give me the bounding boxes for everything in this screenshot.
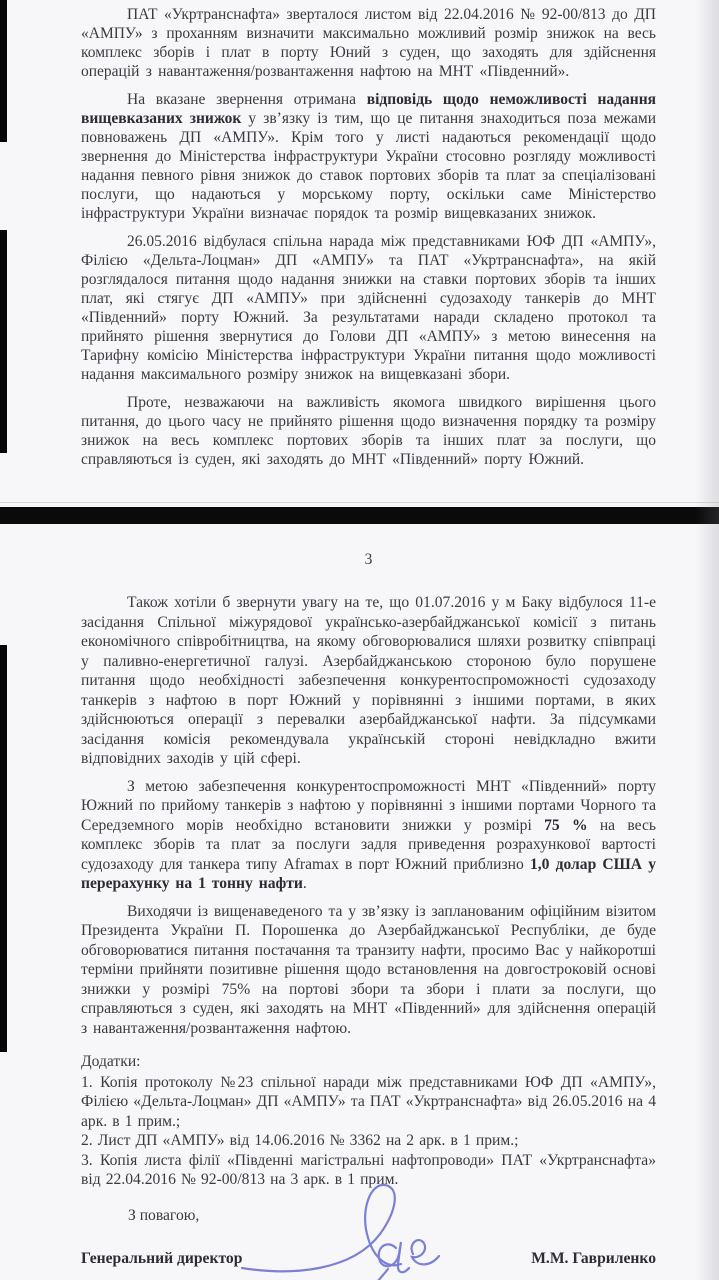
page-bottom-edge-line: [0, 502, 719, 503]
attachments-section: [81, 1052, 656, 1190]
letter-page-3: [0, 524, 719, 1280]
scan-edge-artifact: [0, 230, 7, 453]
letter-page-previous: [0, 0, 719, 503]
page-3-text: [81, 593, 656, 1038]
scan-right-shadow: [695, 0, 719, 1280]
paragraph: З метою забезпечення конкурентоспроможності МНТ «Південний» порту Южний по прийому танкерів з нафтою у порівнянні з іншими портами Чорного та Середземного морів необхідно встановити знижки у розмірі 75 % на весь комплекс зборів та плат за послуги задля приведення розрахункової вартості судозаходу для танкера типу Aframax в порт Южний приблизно 1,0 долар США у перерахунку на 1 тонну нафти.: [81, 777, 656, 892]
attachments-label: Додатки:: [81, 1053, 141, 1070]
paragraph: Виходячи із вищенаведеного та у зв’язку із запланованим офіційним візитом Президента України П. Порошенка до Азербайджанської Республіки, де буде обговорюватися питання постачання та транзиту нафти, просимо Вас у найкоротші терміни прийняти позитивне рішення щодо встановлення на довгостроковій основі знижки у розмірі 75% на портові збори та збори і плати за послуги, що справляються з суден, які заходять на МНТ «Південний» для здійснення операцій з навантаження/розвантаження нафтою.: [81, 902, 656, 1037]
scan-edge-artifact: [0, 0, 7, 142]
closing-salutation: З повагою,: [128, 1206, 200, 1224]
paragraph: 26.05.2016 відбулася спільна нарада між представниками ЮФ ДП «АМПУ», Філією «Дельта-Лоцман» ДП «АМПУ» та ПАТ «Укртранснафта», на якій розглядалося питання щодо надання знижки на ставки портових зборів та інших плат, які стягує ДП «АМПУ» при здійсненні судозаходу танкерів до МНТ «Південний» порту Южний. За результатами наради складено протокол та прийнято рішення звернутися до Голови ДП «АМПУ» з метою винесення на Тарифну комісію Міністерства інфраструктури України питання щодо можливості надання максимального розміру знижок на вищевказані збори.: [81, 233, 656, 383]
attachment-item: 1. Копія протоколу №23 спільної наради між представниками ЮФ ДП «АМПУ», Філією «Дельта-Лоцман» ДП «АМПУ» та ПАТ «Укртранснафта» від 26.05.2016 на 4 арк. в 1 прим.;: [81, 1073, 656, 1130]
signature-title: Генеральний директор: [81, 1249, 243, 1267]
paragraph: Також хотіли б звернути увагу на те, що 01.07.2016 у м Баку відбулося 11-е засідання Спільної міжурядової українсько-азербайджанської комісії з питань економічного співробітництва, на якому обговорювалися шляхи розвитку співпраці у паливно-енергетичної галузі. Азербайджанською стороною було порушене питання щодо необхідності забезпечення конкурентоспроможності судозаходу танкерів з нафтою в порт Южний у порівнянні з іншими портами, в яких здійснюються операції з перевалки азербайджанської нафти. За підсумками засідання комісія рекомендувала українській стороні невідкладно вжити відповідних заходів у цій сфері.: [81, 594, 656, 767]
attachment-item: 3. Копія листа філії «Південні магістральні нафтопроводи» ПАТ «Укртранснафта» від 22.04.2016 № 92-00/813 на 3 арк. в 1 прим.: [81, 1151, 656, 1188]
paragraph: ПАТ «Укртранснафта» зверталося листом від 22.04.2016 № 92-00/813 до ДП «АМПУ» з проханням визначити максимально можливий розмір знижок на весь комплекс зборів і плат в порту Юний з суден, що заходять для здійснення операцій з навантаження/розвантаження нафтою на МНТ «Південний».: [81, 6, 656, 80]
attachments-list: [81, 1073, 656, 1190]
page-previous-text: [81, 5, 656, 469]
paragraph: На вказане звернення отримана відповідь щодо неможливості надання вищевказаних знижок у зв’язку із тим, що це питання знаходиться поза межами повноважень ДП «АМПУ». Крім того у листі надаються рекомендації щодо звернення до Міністерства інфраструктури України стосовно розгляду можливості надання певного рівня знижок до ставок портових зборів та плат за спеціалізовані послуги, що надаються у морському порту, оскільки саме Міністерство інфраструктури України визначає порядок та розмір вищевказаних знижок.: [81, 91, 657, 222]
page-separator-band: [0, 507, 719, 524]
attachment-item: 2. Лист ДП «АМПУ» від 14.06.2016 № 3362 на 2 арк. в 1 прим.;: [81, 1132, 519, 1149]
paragraph: Проте, незважаючи на важливість якомога швидкого вирішення цього питання, до цього часу не прийнято рішення щодо визначення порядку та розміру знижок на весь комплекс портових зборів та інших плат за послуги, що справляються із суден, які заходять до МНТ «Південний» порту Южний.: [81, 394, 656, 468]
scan-edge-artifact: [0, 645, 7, 1052]
signature-name: М.М. Гавриленко: [531, 1249, 656, 1267]
signature-row: [81, 1250, 656, 1268]
page-number: 3: [364, 551, 373, 568]
